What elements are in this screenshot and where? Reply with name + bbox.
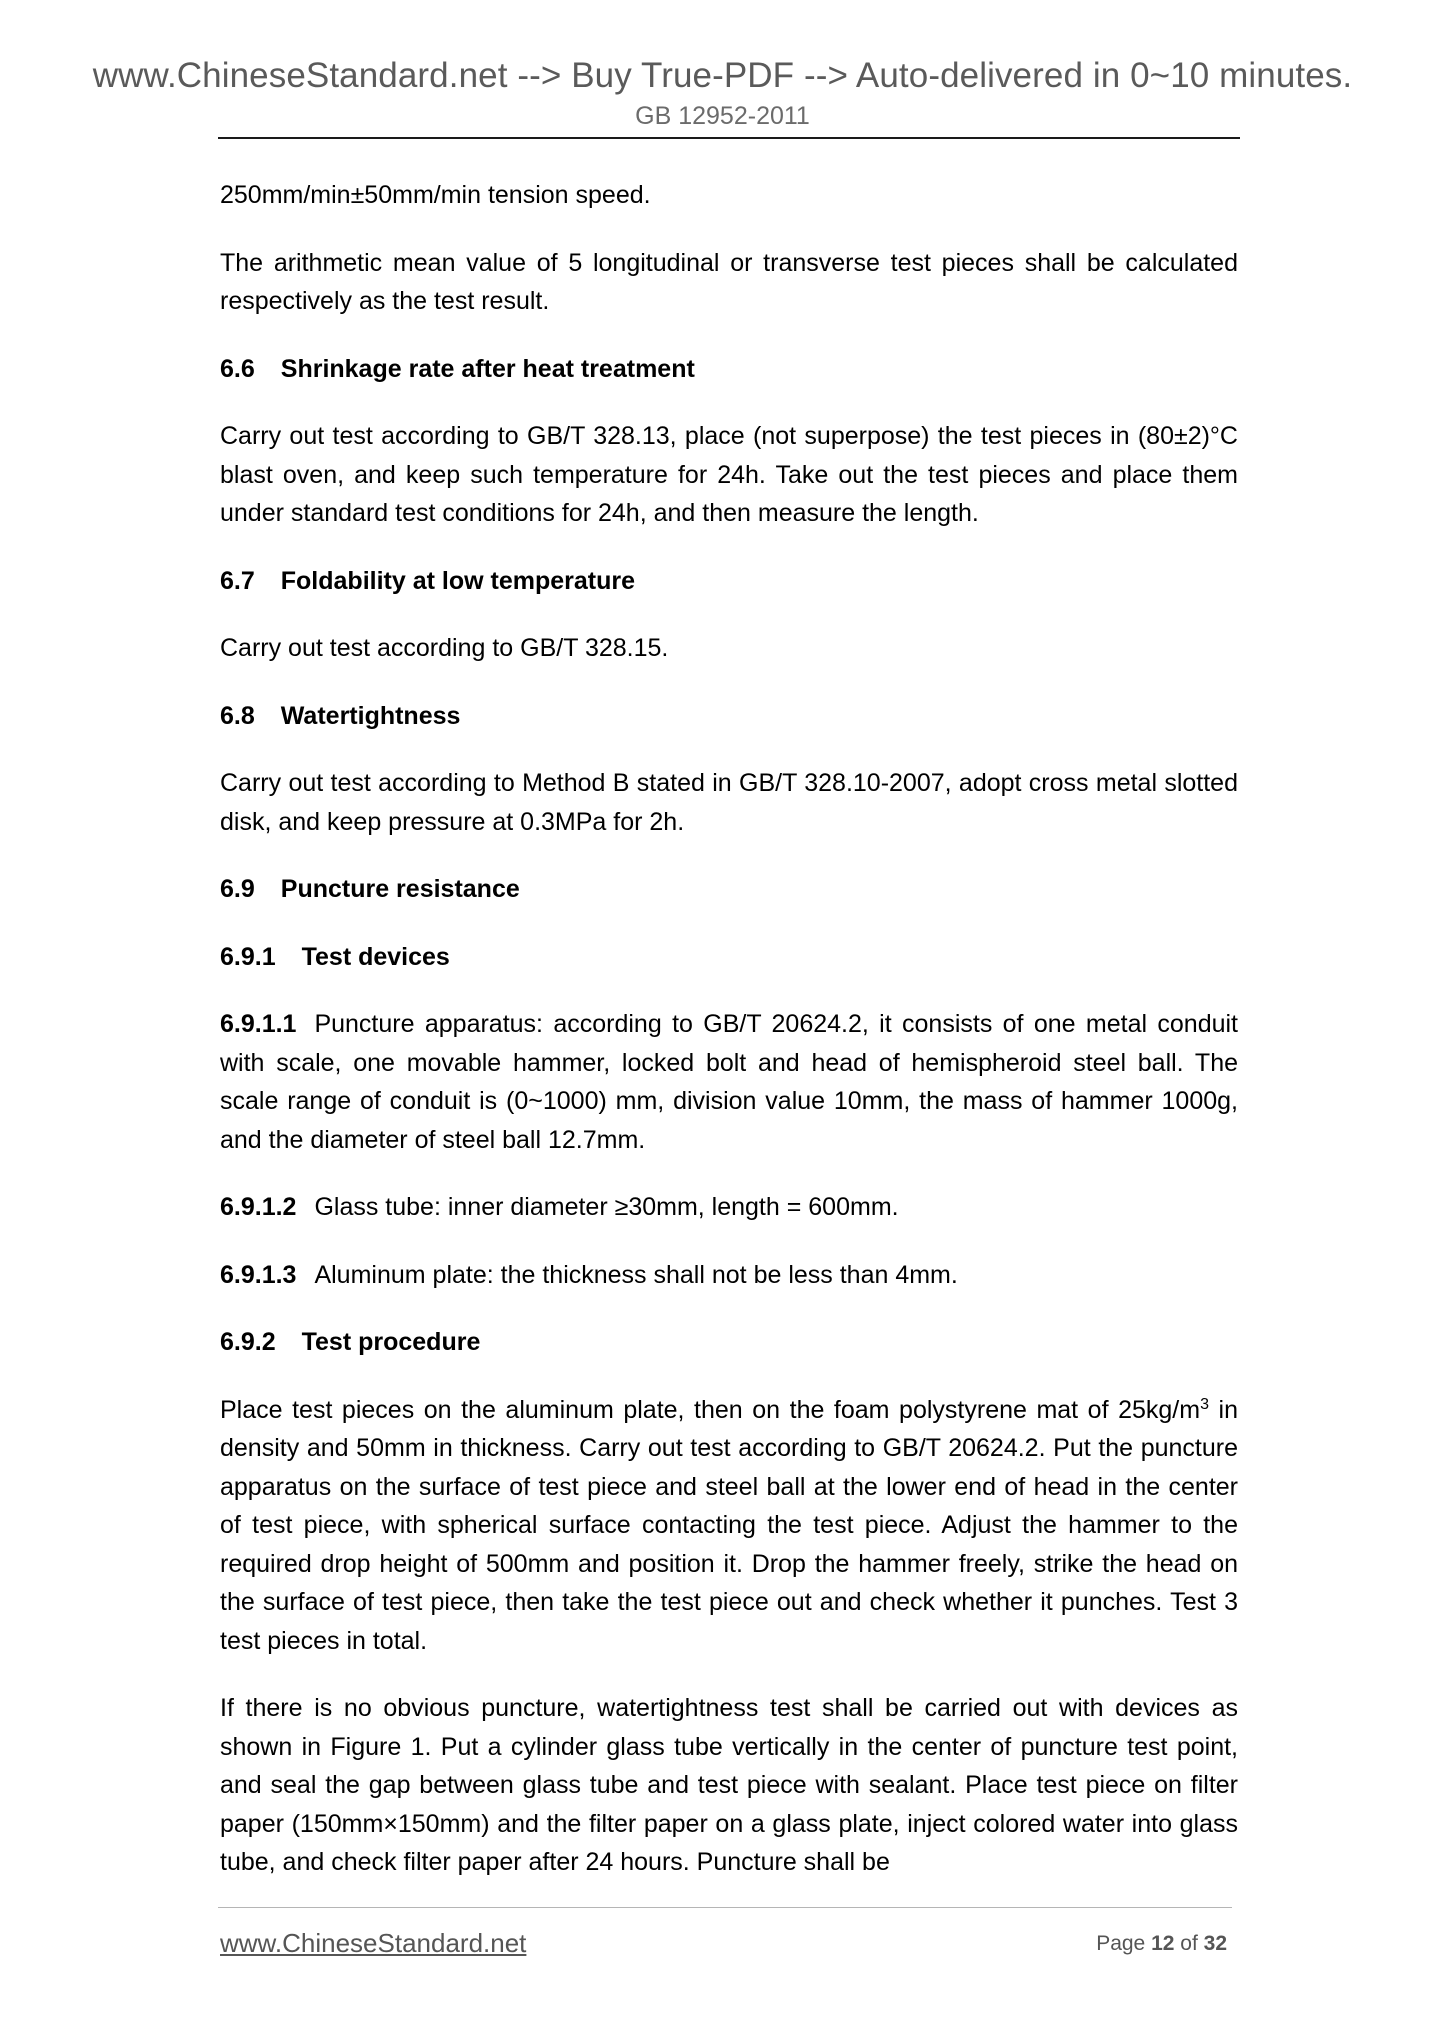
procedure-text-start: Place test pieces on the aluminum plate, then on the foam polystyrene mat of 25kg/m (220, 1395, 1201, 1424)
clause-number: 6.9.1.3 (220, 1260, 297, 1289)
paragraph-shrinkage-test: Carry out test according to GB/T 328.13, place (not superpose) the test pieces in (80±2)°C blast oven, and keep such temperature for 24h. Take out the test pieces and place them under standard test conditions for 24h, and then measure the length. (220, 422, 1238, 527)
section-number: 6.6 (220, 354, 255, 383)
section-number: 6.9.2 (220, 1328, 276, 1356)
section-heading-6-6 (220, 350, 1238, 389)
section-heading-6-9-1 (220, 938, 1238, 977)
superscript-exponent: 3 (1200, 1395, 1209, 1413)
section-heading-6-9-2 (220, 1323, 1238, 1362)
clause-6-9-1-3 (220, 1256, 1238, 1295)
header-divider (218, 137, 1240, 139)
footer-divider (218, 1907, 1232, 1908)
clause-text: Glass tube: inner diameter ≥30mm, length = 600mm. (314, 1193, 899, 1221)
page-total: 32 (1203, 1932, 1227, 1955)
section-number: 6.9.1 (220, 942, 276, 971)
section-heading-6-9 (220, 870, 1238, 909)
section-title: Watertightness (280, 701, 461, 730)
section-heading-6-7 (220, 562, 1238, 601)
clause-text: Puncture apparatus: according to GB/T 20624.2, it consists of one metal conduit with scale, one movable hammer, locked bolt and head of hemispheroid steel ball. The scale range of conduit is (0~1000) mm, division value 10mm, the mass of hammer 1000g, and the diameter of steel ball 12.7mm. (220, 1010, 1238, 1154)
section-title: Shrinkage rate after heat treatment (280, 354, 695, 383)
page-of: of (1180, 1932, 1198, 1955)
paragraph-arithmetic-mean: The arithmetic mean value of 5 longitudinal or transverse test pieces shall be calculated respectively as the test result. (220, 248, 1238, 315)
standard-code: GB 12952-2011 (635, 102, 810, 130)
page-indicator (1096, 1932, 1227, 1956)
page-label: Page (1096, 1932, 1146, 1955)
clause-number: 6.9.1.1 (220, 1010, 297, 1038)
section-heading-6-8 (220, 697, 1238, 736)
section-title: Puncture resistance (280, 875, 520, 903)
paragraph-watertightness-test: Carry out test according to Method B stated in GB/T 328.10-2007, adopt cross metal slotted disk, and keep pressure at 0.3MPa for 2h. (220, 769, 1238, 836)
clause-6-9-1-2 (220, 1188, 1238, 1227)
section-number: 6.9 (220, 875, 255, 903)
clause-number: 6.9.1.2 (220, 1193, 297, 1221)
clause-6-9-1-1 (220, 1005, 1238, 1159)
section-number: 6.7 (220, 566, 255, 595)
clause-text: Aluminum plate: the thickness shall not be less than 4mm. (314, 1260, 958, 1289)
procedure-text-rest: in density and 50mm in thickness. Carry out test according to GB/T 20624.2. Put the puncture apparatus on the surface of test piece and steel ball at the lower end of head in the center of test piece, with spherical surface contacting the test piece. Adjust the hammer to the required drop height of 500mm and position it. Drop the hammer freely, strike the head on the surface of test piece, then take the test piece out and check whether it punches. Test 3 test pieces in total. (220, 1395, 1238, 1655)
footer-site-link[interactable]: www.ChineseStandard.net (220, 1928, 527, 1958)
section-title: Test procedure (301, 1328, 481, 1356)
section-title: Foldability at low temperature (280, 566, 635, 595)
paragraph-tension-speed: 250mm/min±50mm/min tension speed. (220, 181, 651, 209)
paragraph-test-procedure (220, 1391, 1238, 1661)
paragraph-no-puncture: If there is no obvious puncture, watertightness test shall be carried out with devices as shown in Figure 1. Put a cylinder glass tube vertically in the center of puncture test point, and seal the gap between glass tube and test piece with sealant. Place test piece on filter paper (150mm×150mm) and the filter paper on a glass plate, inject colored water into glass tube, and check filter paper after 24 hours. Puncture shall be (220, 1694, 1238, 1876)
page-current: 12 (1151, 1932, 1175, 1955)
section-number: 6.8 (220, 701, 255, 730)
document-body (220, 176, 1238, 1911)
section-title: Test devices (301, 942, 450, 971)
header-banner: www.ChineseStandard.net --> Buy True-PDF --> Auto-delivered in 0~10 minutes. (92, 56, 1353, 95)
paragraph-foldability-test: Carry out test according to GB/T 328.15. (220, 634, 669, 662)
